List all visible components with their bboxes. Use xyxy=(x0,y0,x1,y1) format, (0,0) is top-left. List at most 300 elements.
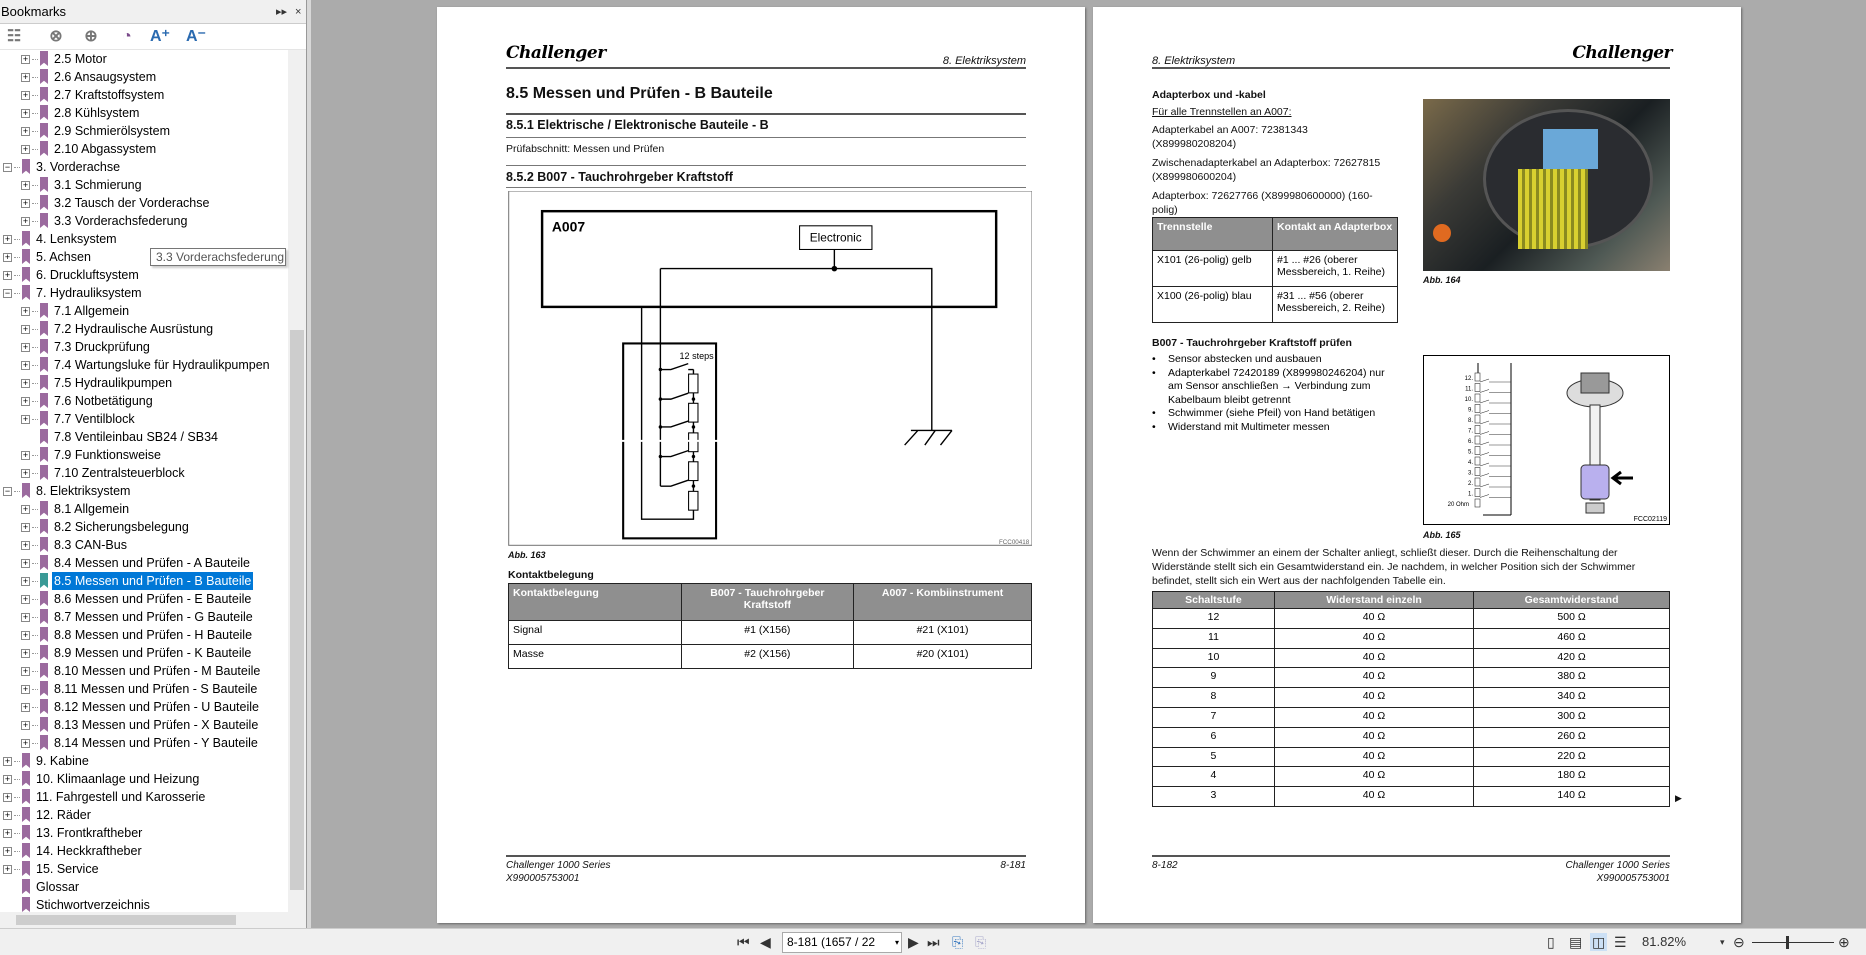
table-row xyxy=(509,645,1032,669)
two-page-view-icon[interactable]: ◫ xyxy=(1592,934,1606,950)
page-number: 8-181 xyxy=(1000,860,1026,871)
table-row xyxy=(1153,648,1670,668)
bookmark-icon xyxy=(22,825,30,840)
bookmark-icon xyxy=(40,393,48,408)
table-cell: 8 xyxy=(1153,688,1275,708)
bookmark-icon xyxy=(22,231,30,246)
delete-bookmark-icon[interactable]: ⊗ xyxy=(49,28,63,45)
bookmark-item[interactable] xyxy=(0,608,288,626)
zoom-in-icon[interactable]: ⊕ xyxy=(1838,934,1850,950)
bookmark-item[interactable] xyxy=(0,518,288,536)
expand-icon[interactable]: + xyxy=(22,198,29,208)
add-bookmark-icon[interactable]: ⊕ xyxy=(84,28,98,45)
bookmark-icon xyxy=(40,375,48,390)
bullet-icon: • xyxy=(1152,407,1156,419)
bookmark-icon xyxy=(40,681,48,696)
bookmark-item[interactable] xyxy=(0,284,288,302)
footer-series: Challenger 1000 Series xyxy=(1565,860,1670,871)
bookmark-label: 8.3 CAN-Bus xyxy=(54,538,127,552)
table-cell: #1 ... #26 (oberer Messbereich, 1. Reihe) xyxy=(1273,251,1398,287)
bookmark-label: 7. Hydrauliksystem xyxy=(36,286,142,300)
bookmark-item[interactable] xyxy=(0,824,288,842)
chapter-header: 8. Elektriksystem xyxy=(942,55,1026,67)
figure-code: FCC00418 xyxy=(998,538,1030,546)
bullet-item xyxy=(1152,421,1402,435)
expand-icon[interactable]: + xyxy=(22,144,29,154)
expand-icon[interactable]: + xyxy=(22,378,29,388)
bookmark-icon xyxy=(40,141,48,156)
bookmark-label: 5. Achsen xyxy=(36,250,91,264)
footer-doc-number: X990005753001 xyxy=(1596,873,1670,884)
bookmark-label: 8.9 Messen und Prüfen - K Bauteile xyxy=(54,646,252,660)
panel-splitter[interactable] xyxy=(307,0,311,928)
bookmark-label: 3. Vorderachse xyxy=(36,160,121,174)
expand-icon[interactable]: + xyxy=(22,450,29,460)
tree-line xyxy=(14,491,20,492)
expand-icon[interactable]: + xyxy=(22,504,29,514)
tree-line xyxy=(32,347,38,348)
bookmark-item[interactable] xyxy=(0,842,288,860)
bookmark-item[interactable] xyxy=(0,68,288,86)
electronic-label: Electronic xyxy=(809,230,862,245)
tree-line xyxy=(32,473,38,474)
expand-icon[interactable]: + xyxy=(4,774,11,784)
expand-icon[interactable]: + xyxy=(22,306,29,316)
bookmark-icon xyxy=(40,69,48,84)
expand-icon[interactable]: + xyxy=(4,864,11,874)
bookmark-item[interactable] xyxy=(0,734,288,752)
adapter-info-line: Adapterbox: 72627766 (X899980600000) (160- xyxy=(1152,190,1373,202)
table-cell: 40 Ω xyxy=(1274,747,1473,767)
table-cell: 12 xyxy=(1153,609,1275,629)
table-cell: 380 Ω xyxy=(1474,668,1670,688)
bookmark-icon xyxy=(40,609,48,624)
bullet-item xyxy=(1152,407,1402,421)
tree-line xyxy=(32,545,38,546)
expand-icon[interactable]: + xyxy=(22,360,29,370)
tree-line xyxy=(32,509,38,510)
expand-icon[interactable]: + xyxy=(22,522,29,532)
bookmark-item[interactable] xyxy=(0,428,288,446)
bookmark-icon xyxy=(40,321,48,336)
table-cell: #2 (X156) xyxy=(681,645,854,669)
column-header: Widerstand einzeln xyxy=(1274,592,1473,609)
bookmark-item[interactable] xyxy=(0,482,288,500)
bookmark-label: 8.10 Messen und Prüfen - M Bauteile xyxy=(54,664,261,678)
decrease-font-icon[interactable]: A⁻ xyxy=(186,28,206,45)
close-panel-button[interactable]: × xyxy=(295,6,302,18)
bookmarks-header xyxy=(0,0,306,24)
bookmark-item[interactable] xyxy=(0,770,288,788)
bookmark-item[interactable] xyxy=(0,860,288,878)
pruefabschnitt-text: Prüfabschnitt: Messen und Prüfen xyxy=(506,143,665,155)
tree-line xyxy=(14,275,20,276)
expand-icon[interactable]: + xyxy=(22,648,29,658)
table-cell: 40 Ω xyxy=(1274,648,1473,668)
bookmark-item[interactable] xyxy=(0,500,288,518)
previous-page-icon[interactable]: ◀ xyxy=(760,934,771,950)
vertical-scrollbar-thumb[interactable] xyxy=(290,330,304,890)
bookmark-label: 11. Fahrgestell und Karosserie xyxy=(36,790,206,804)
expand-all-icon[interactable]: ☷ xyxy=(6,28,22,45)
step-label: 7. xyxy=(1467,428,1473,435)
bookmark-item[interactable] xyxy=(0,266,288,284)
contact-heading: Kontaktbelegung xyxy=(508,569,594,581)
tree-line xyxy=(32,149,38,150)
bookmark-label: Glossar xyxy=(36,880,80,894)
bookmark-icon xyxy=(22,789,30,804)
bookmark-item[interactable] xyxy=(0,878,288,896)
tree-line xyxy=(32,113,38,114)
bookmark-label: 8.14 Messen und Prüfen - Y Bauteile xyxy=(54,736,258,750)
bullet-text: Schwimmer (siehe Pfeil) von Hand betätigen xyxy=(1168,407,1376,419)
bullet-item xyxy=(1152,367,1402,408)
chapter-header: 8. Elektriksystem xyxy=(1152,55,1236,67)
bookmark-item[interactable] xyxy=(0,410,288,428)
expand-icon[interactable]: + xyxy=(22,702,29,712)
horizontal-scrollbar-thumb[interactable] xyxy=(16,915,236,925)
expand-icon[interactable]: + xyxy=(22,666,29,676)
bookmark-tree xyxy=(0,50,288,912)
bookmark-icon xyxy=(40,87,48,102)
tree-line xyxy=(32,617,38,618)
bookmark-icon xyxy=(22,861,30,876)
bookmark-icon xyxy=(22,879,30,894)
subsection-title: 8.5.2 B007 - Tauchrohrgeber Kraftstoff xyxy=(506,170,733,184)
bookmark-current-icon[interactable]: ◔ xyxy=(122,28,132,45)
bookmark-item[interactable] xyxy=(0,788,288,806)
table-cell: #31 ... #56 (oberer Messbereich, 2. Reihe) xyxy=(1273,287,1398,323)
bookmarks-panel xyxy=(0,0,307,928)
first-page-icon[interactable]: ⏮ xyxy=(737,934,750,950)
collapse-icon[interactable]: − xyxy=(4,486,11,496)
table-cell: 40 Ω xyxy=(1274,787,1473,807)
adapter-info-line: (X899980208204) xyxy=(1152,138,1237,150)
expand-icon[interactable]: + xyxy=(22,342,29,352)
bookmark-item[interactable] xyxy=(0,554,288,572)
tree-line xyxy=(32,527,38,528)
bookmark-item[interactable] xyxy=(0,356,288,374)
bookmark-icon xyxy=(40,699,48,714)
bookmark-icon xyxy=(22,267,30,282)
expand-icon[interactable]: + xyxy=(22,468,29,478)
bookmark-item[interactable] xyxy=(0,230,288,248)
bookmark-icon xyxy=(22,483,30,498)
next-page-icon[interactable]: ▶ xyxy=(908,934,919,950)
bookmark-label: 3.1 Schmierung xyxy=(54,178,142,192)
expand-icon[interactable]: + xyxy=(22,738,29,748)
expand-icon[interactable]: + xyxy=(22,72,29,82)
expand-icon[interactable]: + xyxy=(4,252,11,262)
bookmark-item[interactable] xyxy=(0,662,288,680)
last-page-icon[interactable]: ⏭ xyxy=(927,934,940,950)
zoom-out-icon[interactable]: ⊖ xyxy=(1733,934,1745,950)
bookmark-icon xyxy=(40,537,48,552)
bookmark-item[interactable] xyxy=(0,716,288,734)
tree-line xyxy=(32,95,38,96)
table-cell: 7 xyxy=(1153,707,1275,727)
page-number: 8-182 xyxy=(1152,860,1178,871)
table-cell: 40 Ω xyxy=(1274,688,1473,708)
table-cell: 260 Ω xyxy=(1474,727,1670,747)
scroll-right-arrow-icon[interactable]: ▶ xyxy=(1675,793,1682,803)
footer-series: Challenger 1000 Series xyxy=(506,860,611,871)
adapter-info-line: polig) xyxy=(1152,204,1178,216)
table-cell: X100 (26-polig) blau xyxy=(1153,287,1273,323)
bookmark-label: 15. Service xyxy=(36,862,99,876)
adapter-info-line: Adapterkabel an A007: 72381343 xyxy=(1152,124,1308,136)
step-label: 8. xyxy=(1467,418,1473,424)
bullet-text: Adapterkabel 72420189 (X899980246204) nur am Sensor anschließen → Verbindung zum Kabelbaum bleibt getrennt xyxy=(1168,366,1385,406)
expand-icon[interactable]: + xyxy=(22,630,29,640)
zoom-level[interactable]: 81.82% xyxy=(1642,934,1687,949)
step-label: 5. xyxy=(1467,449,1473,456)
expand-icon[interactable]: + xyxy=(22,594,29,604)
expand-icon[interactable]: + xyxy=(22,126,29,136)
step-label: 10. xyxy=(1464,397,1473,403)
table-row xyxy=(1153,747,1670,767)
dropdown-icon[interactable]: ▾ xyxy=(894,938,899,947)
table-cell: X101 (26-polig) gelb xyxy=(1153,251,1273,287)
page-number-value: 8-181 (1657 / 22 xyxy=(787,935,876,949)
bookmark-item[interactable] xyxy=(0,680,288,698)
bookmark-item[interactable] xyxy=(0,536,288,554)
expand-icon[interactable]: + xyxy=(22,558,29,568)
table-cell: #21 (X101) xyxy=(854,621,1032,645)
table-cell: 500 Ω xyxy=(1474,609,1670,629)
divider xyxy=(506,137,1026,138)
tree-line xyxy=(32,419,38,420)
expand-icon[interactable]: + xyxy=(4,810,11,820)
bookmark-label: 2.7 Kraftstoffsystem xyxy=(54,88,165,102)
bookmark-icon xyxy=(40,735,48,750)
tree-line xyxy=(32,365,38,366)
tree-line xyxy=(32,581,38,582)
page-number-input[interactable] xyxy=(782,932,902,953)
next-view-icon[interactable]: ⎘ xyxy=(975,934,987,950)
bookmark-item[interactable] xyxy=(0,752,288,770)
bookmark-item[interactable] xyxy=(0,446,288,464)
table-row xyxy=(1153,727,1670,747)
expand-icon[interactable]: + xyxy=(22,684,29,694)
expand-icon[interactable]: + xyxy=(22,108,29,118)
bookmark-item[interactable] xyxy=(0,302,288,320)
bookmark-label: Stichwortverzeichnis xyxy=(36,898,150,912)
bookmark-item[interactable] xyxy=(0,392,288,410)
table-cell: 220 Ω xyxy=(1474,747,1670,767)
table-row xyxy=(1153,787,1670,807)
collapse-icon[interactable]: − xyxy=(4,162,11,172)
expand-icon[interactable]: + xyxy=(4,756,11,766)
step-label: 2. xyxy=(1467,481,1473,487)
adapter-heading: Adapterbox und -kabel xyxy=(1152,89,1266,101)
expand-icon[interactable]: + xyxy=(22,90,29,100)
bookmark-item[interactable] xyxy=(0,176,288,194)
bookmark-item[interactable] xyxy=(0,122,288,140)
bullet-item xyxy=(1152,353,1402,367)
bookmark-item[interactable] xyxy=(0,698,288,716)
bookmark-label: 7.2 Hydraulische Ausrüstung xyxy=(54,322,214,336)
step-label: 6. xyxy=(1467,439,1473,445)
divider xyxy=(1152,67,1670,69)
expand-icon[interactable]: + xyxy=(4,234,11,244)
tree-line xyxy=(14,779,20,780)
tree-line xyxy=(14,257,20,258)
table-row xyxy=(1153,287,1398,323)
bookmark-label: 8.4 Messen und Prüfen - A Bauteile xyxy=(54,556,250,570)
bookmark-item[interactable] xyxy=(0,86,288,104)
table-cell: 10 xyxy=(1153,648,1275,668)
table-row xyxy=(1153,628,1670,648)
resistance-table xyxy=(1152,591,1670,807)
zoom-dropdown-icon[interactable]: ▾ xyxy=(1720,937,1725,947)
table-cell: 40 Ω xyxy=(1274,707,1473,727)
expand-icon[interactable]: + xyxy=(22,54,29,64)
step-label: 12. xyxy=(1464,376,1473,382)
bookmark-label: 7.9 Funktionsweise xyxy=(54,448,162,462)
previous-view-icon[interactable]: ⎘ xyxy=(952,934,964,950)
table-cell: 40 Ω xyxy=(1274,727,1473,747)
table-cell: 4 xyxy=(1153,767,1275,787)
bookmark-item[interactable] xyxy=(0,50,288,68)
divider xyxy=(506,67,1026,69)
expand-icon[interactable]: + xyxy=(4,270,11,280)
bookmark-item[interactable] xyxy=(0,644,288,662)
bookmark-icon xyxy=(40,105,48,120)
increase-font-icon[interactable]: A⁺ xyxy=(150,28,170,45)
bookmark-item[interactable] xyxy=(0,158,288,176)
bookmark-item[interactable] xyxy=(0,590,288,608)
bookmark-label: 8.13 Messen und Prüfen - X Bauteile xyxy=(54,718,259,732)
table-row xyxy=(1153,251,1398,287)
bookmark-item[interactable] xyxy=(0,320,288,338)
continuous-view-icon[interactable]: ▤ xyxy=(1569,934,1583,950)
bookmark-label: 12. Räder xyxy=(36,808,91,822)
collapse-icon[interactable]: − xyxy=(4,288,11,298)
photo-caption: Abb. 164 xyxy=(1423,275,1461,285)
tree-line xyxy=(32,563,38,564)
pdf-page-right xyxy=(1093,7,1741,923)
collapse-panel-button[interactable]: ▸▸ xyxy=(276,6,288,18)
bookmark-item[interactable] xyxy=(0,464,288,482)
tree-line xyxy=(14,833,20,834)
figure-caption: Abb. 163 xyxy=(508,550,546,560)
zoom-slider[interactable] xyxy=(1752,942,1834,943)
tree-line xyxy=(14,761,20,762)
tree-line xyxy=(32,185,38,186)
bookmark-label: 2.10 Abgassystem xyxy=(54,142,157,156)
bookmark-label: 7.1 Allgemein xyxy=(54,304,130,318)
expand-icon[interactable]: + xyxy=(22,576,29,586)
expand-icon[interactable]: + xyxy=(22,414,29,424)
wiring-diagram xyxy=(508,191,1032,546)
tree-line xyxy=(32,131,38,132)
step-label: 3. xyxy=(1467,470,1473,477)
expand-icon[interactable]: + xyxy=(4,846,11,856)
adapter-table xyxy=(1152,217,1398,323)
column-header: Trennstelle xyxy=(1153,218,1273,251)
a007-label: A007 xyxy=(551,218,586,235)
bookmark-item[interactable] xyxy=(0,572,288,590)
bookmark-icon xyxy=(40,645,48,660)
bookmarks-title: Bookmarks xyxy=(1,4,67,19)
table-cell: 11 xyxy=(1153,628,1275,648)
step-label: 20 Ohm xyxy=(1447,502,1469,508)
bookmark-label: 8.12 Messen und Prüfen - U Bauteile xyxy=(54,700,259,714)
tree-line xyxy=(32,707,38,708)
bookmark-item[interactable] xyxy=(0,104,288,122)
bookmark-item[interactable] xyxy=(0,806,288,824)
expand-icon[interactable]: + xyxy=(22,720,29,730)
expand-icon[interactable]: + xyxy=(4,792,11,802)
tree-line xyxy=(32,311,38,312)
expand-icon[interactable]: + xyxy=(22,612,29,622)
bookmark-icon xyxy=(22,807,30,822)
description-paragraph: Wenn der Schwimmer an einem der Schalter anliegt, schließt dieser. Durch die Reihenschaltung der Widerstände stellt sich ein Gesamtwiderstand ein. Je nachdem, in welcher Position sich der Schwimmer befindet, stellt sich ein Wert aus der nachfolgenden Tabelle ein. xyxy=(1152,547,1636,587)
table-cell: Masse xyxy=(509,645,682,669)
step-label: 9. xyxy=(1467,407,1473,414)
table-cell: #1 (X156) xyxy=(681,621,854,645)
table-row xyxy=(509,621,1032,645)
bookmark-icon xyxy=(40,627,48,642)
bookmark-item[interactable] xyxy=(0,338,288,356)
expand-icon[interactable]: + xyxy=(22,216,29,226)
bookmark-item[interactable] xyxy=(0,140,288,158)
zoom-slider-thumb[interactable] xyxy=(1786,936,1789,949)
bookmark-icon xyxy=(40,555,48,570)
single-page-view-icon[interactable]: ▯ xyxy=(1547,934,1555,950)
bookmark-item[interactable] xyxy=(0,212,288,230)
expand-icon[interactable]: + xyxy=(22,540,29,550)
table-row xyxy=(1153,707,1670,727)
bookmark-label: 2.9 Schmierölsystem xyxy=(54,124,171,138)
bookmark-label: 8.11 Messen und Prüfen - S Bauteile xyxy=(54,682,258,696)
bookmark-item[interactable] xyxy=(0,194,288,212)
bullet-icon: • xyxy=(1152,353,1156,365)
expand-icon[interactable]: + xyxy=(22,324,29,334)
bookmark-label: 7.5 Hydraulikpumpen xyxy=(54,376,173,390)
bookmark-icon xyxy=(40,663,48,678)
bookmark-icon xyxy=(40,177,48,192)
bookmark-label: 6. Druckluftsystem xyxy=(36,268,139,282)
expand-icon[interactable]: + xyxy=(22,180,29,190)
two-page-continuous-view-icon[interactable]: ☰ xyxy=(1614,934,1627,950)
bookmark-label: 8.2 Sicherungsbelegung xyxy=(54,520,189,534)
bookmark-label: 14. Heckkraftheber xyxy=(36,844,142,858)
table-header-row xyxy=(1153,218,1398,251)
bookmark-item[interactable] xyxy=(0,896,288,912)
bookmark-icon xyxy=(40,465,48,480)
table-cell: 420 Ω xyxy=(1474,648,1670,668)
bookmark-label: 7.4 Wartungsluke für Hydraulikpumpen xyxy=(54,358,270,372)
tree-line xyxy=(32,329,38,330)
figure-caption: Abb. 165 xyxy=(1423,530,1461,540)
tree-line xyxy=(14,869,20,870)
table-cell: 40 Ω xyxy=(1274,668,1473,688)
bookmark-label: 9. Kabine xyxy=(36,754,89,768)
expand-icon[interactable]: + xyxy=(22,396,29,406)
bookmark-icon xyxy=(40,519,48,534)
bookmark-item[interactable] xyxy=(0,626,288,644)
footer-doc-number: X990005753001 xyxy=(506,873,580,884)
tree-line xyxy=(32,653,38,654)
bookmark-label: 8.1 Allgemein xyxy=(54,502,130,516)
bullet-icon: • xyxy=(1152,366,1156,379)
expand-icon[interactable]: + xyxy=(4,828,11,838)
bookmark-item[interactable] xyxy=(0,374,288,392)
test-heading: B007 - Tauchrohrgeber Kraftstoff prüfen xyxy=(1152,337,1352,349)
tree-line xyxy=(14,851,20,852)
